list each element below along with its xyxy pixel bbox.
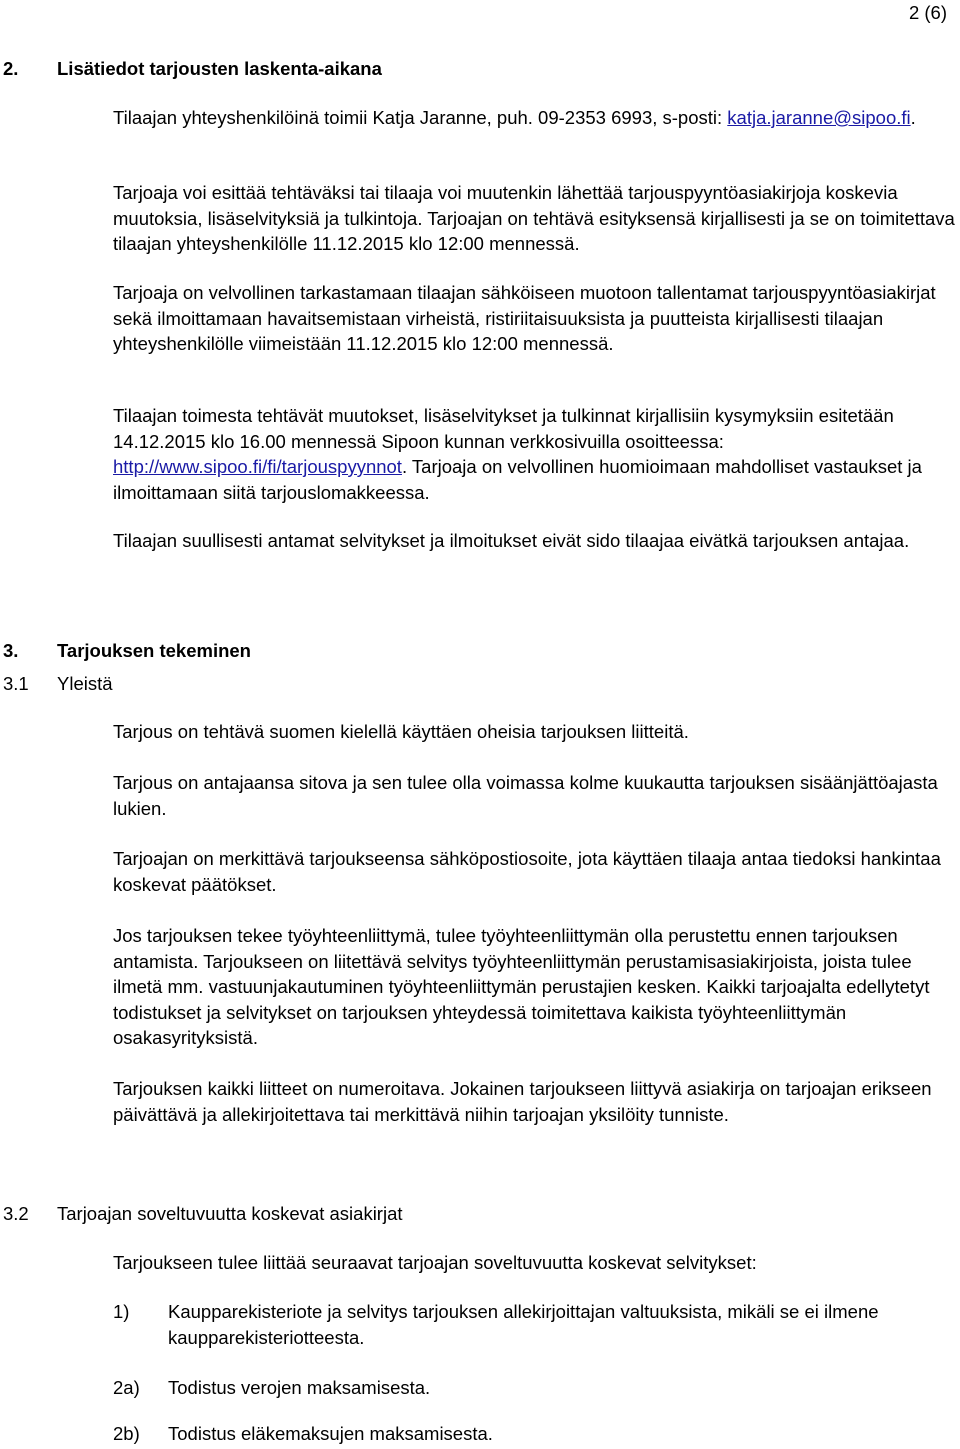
list-text: Todistus eläkemaksujen maksamisesta. (168, 1423, 493, 1444)
paragraph: Tarjoukseen tulee liittää seuraavat tarjoajan soveltuvuutta koskevat selvitykset: (113, 1252, 757, 1273)
list-text: Todistus verojen maksamisesta. (168, 1377, 431, 1398)
paragraph: Tarjous on tehtävä suomen kielellä käyttäen oheisia tarjouksen liitteitä. (113, 721, 689, 742)
contact-paragraph (113, 105, 958, 131)
subsection-title: Yleistä (57, 673, 113, 694)
subsection-number: 3.1 (3, 673, 29, 694)
section-number: 3. (3, 640, 19, 661)
section-title: Lisätiedot tarjousten laskenta-aikana (57, 58, 382, 79)
section-number: 2. (3, 58, 19, 79)
changes-paragraph (113, 403, 958, 505)
contact-end: . (910, 107, 916, 128)
subsection-title: Tarjoajan soveltuvuutta koskevat asiakirjat (57, 1203, 403, 1224)
list-marker: 2a) (113, 1377, 140, 1398)
changes-text: Tilaajan toimesta tehtävät muutokset, lisäselvitykset ja tulkinnat kirjallisiin kysymyksiin esitetään 14.12.2015 klo 16.00 mennessä Sipoon kunnan verkkosivuilla osoitteessa: (113, 405, 894, 452)
paragraph: Tarjoajan on merkittävä tarjoukseensa sähköpostiosoite, jota käyttäen tilaaja antaa tiedoksi hankintaa koskevat päätökset. (113, 848, 941, 895)
page-number: 2 (6) (908, 2, 947, 23)
paragraph: Tarjoaja on velvollinen tarkastamaan tilaajan sähköiseen muotoon tallentamat tarjouspyyntöasiakirjat sekä ilmoittamaan havaitsemistaan virheistä, ristiriitaisuuksista ja puutteista kirjallisesti tilaajan yhteyshenkilölle viimeistään 11.12.2015 klo 12:00 mennessä. (113, 282, 936, 354)
list-marker: 2b) (113, 1423, 140, 1444)
contact-text: Tilaajan yhteyshenkilöinä toimii Katja Jaranne, puh. 09-2353 6993, s-posti: (113, 107, 728, 128)
list-marker: 1) (113, 1301, 130, 1322)
paragraph: Tarjous on antajaansa sitova ja sen tulee olla voimassa kolme kuukautta tarjouksen sisäänjättöajasta lukien. (113, 772, 938, 819)
paragraph: Jos tarjouksen tekee työyhteenliittymä, tulee työyhteenliittymän olla perustettu ennen tarjouksen antamista. Tarjoukseen on liitettävä selvitys työyhteenliittymän perustamisasiakirjoista, joista tulee ilmetä mm. vastuunjakautuminen työyhteenliittymän perustajien kesken. Kaikki tarjoajalta edellytetyt todistukset ja selvitykset on tarjouksen yhteydessä toimitettava kaikista työyhteenliittymän osakasyrityksistä. (113, 925, 930, 1048)
changes-text-end: . Tarjoaja on velvollinen huomioimaan mahdolliset vastaukset ja ilmoittamaan siitä tarjouslomakkeessa. (113, 456, 922, 503)
paragraph: Tarjoaja voi esittää tehtäväksi tai tilaaja voi muutenkin lähettää tarjouspyyntöasiakirjoja koskevia muutoksia, lisäselvityksiä ja tulkintoja. Tarjoajan on tehtävä esityksensä kirjallisesti ja se on toimitettava tilaajan yhteyshenkilölle 11.12.2015 klo 12:00 mennessä. (113, 182, 955, 254)
subsection-number: 3.2 (3, 1203, 29, 1224)
list-text: Kaupparekisteriote ja selvitys tarjouksen allekirjoittajan valtuuksista, mikäli se ei ilmene kaupparekisteriotteesta. (168, 1301, 879, 1348)
subsection-3-1-heading (3, 671, 113, 697)
paragraph: Tarjouksen kaikki liitteet on numeroitava. Jokainen tarjoukseen liittyvä asiakirja on tarjoajan erikseen päivättävä ja allekirjoitettava tai merkittävä niihin tarjoajan yksilöity tunniste. (113, 1078, 932, 1125)
section-3-heading (3, 638, 251, 664)
paragraph: Tilaajan suullisesti antamat selvitykset ja ilmoitukset eivät sido tilaajaa eivätkä tarjouksen antajaa. (113, 530, 910, 551)
email-link[interactable]: katja.jaranne@sipoo.fi (727, 107, 911, 128)
website-link[interactable]: http://www.sipoo.fi/fi/tarjouspyynnot (113, 456, 402, 477)
subsection-3-2-heading (3, 1201, 403, 1227)
section-title: Tarjouksen tekeminen (57, 640, 251, 661)
section-2-heading (3, 56, 382, 82)
